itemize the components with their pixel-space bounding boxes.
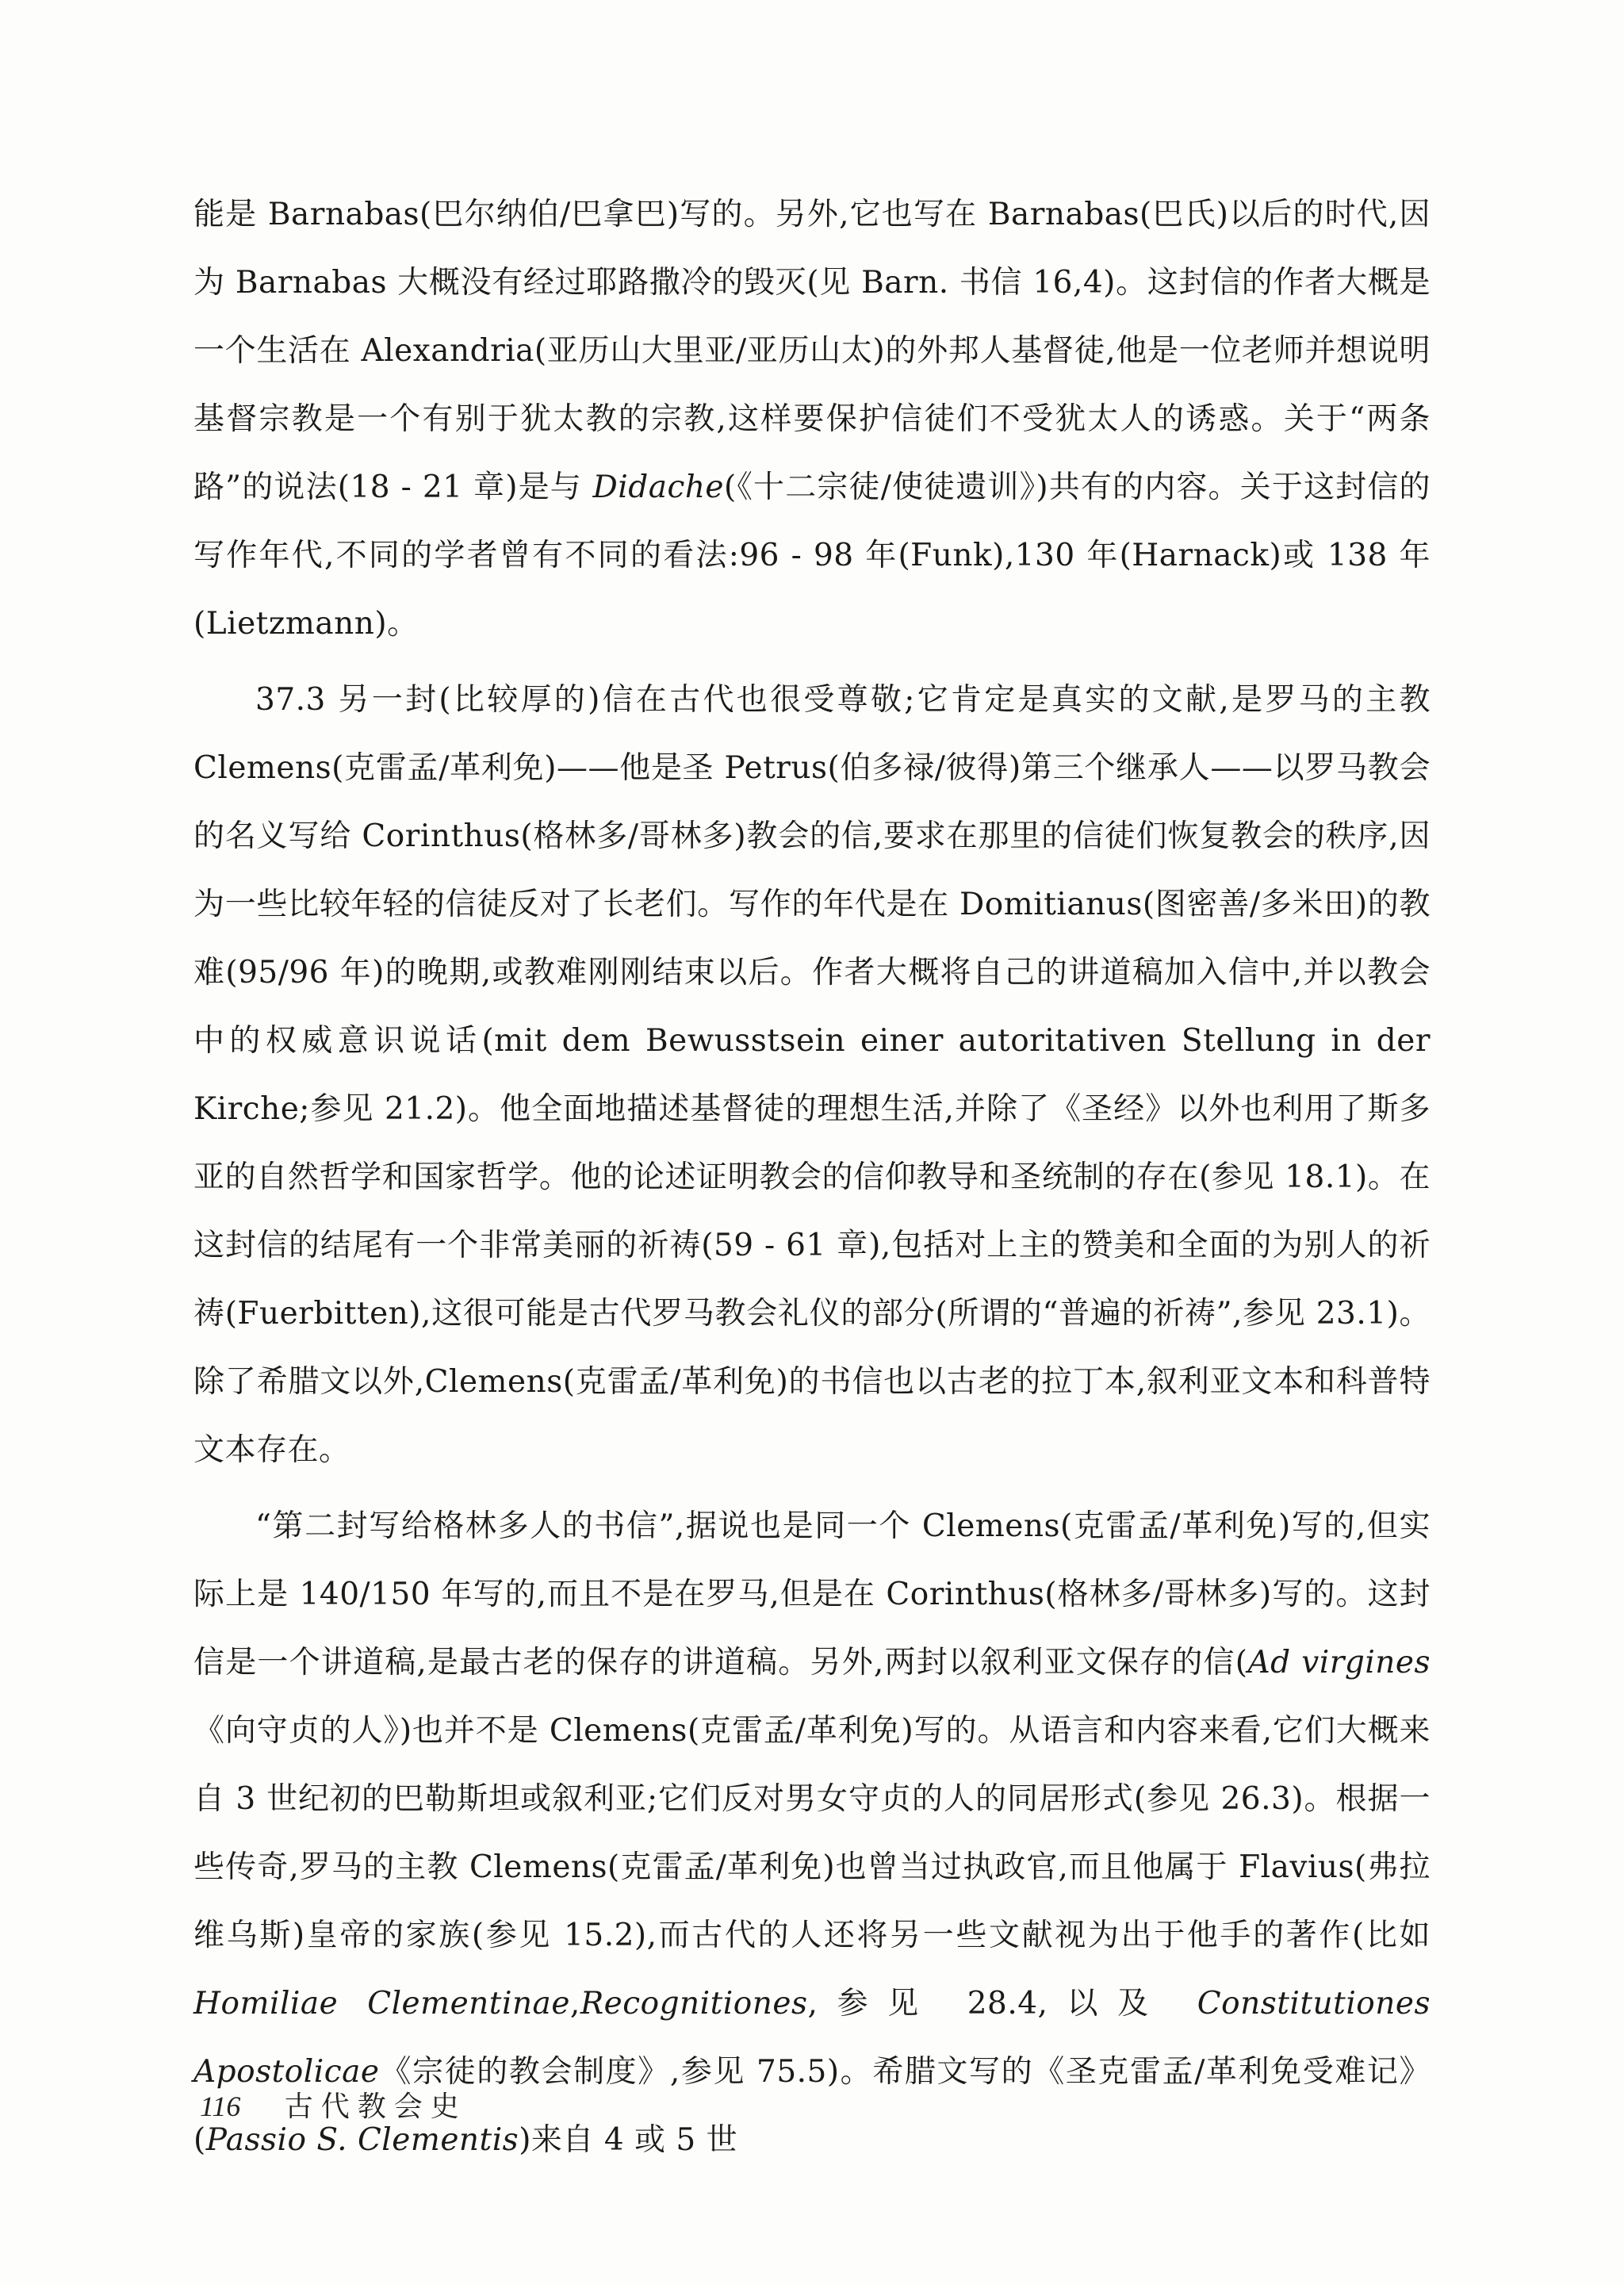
italic-text-segment: Passio S. Clementis: [205, 2122, 519, 2158]
text-segment: 《宗徒的教会制度》,参见 75.5)。希腊文写的《圣克雷孟/革利免受难记》(: [193, 2054, 1431, 2158]
text-segment: ,参见 28.4,以及: [807, 1986, 1197, 2021]
text-segment: ,: [569, 1986, 580, 2021]
italic-text-segment: Recognitiones: [580, 1986, 808, 2021]
text-segment: )来自 4 或 5 世: [519, 2122, 738, 2158]
page-number: 116: [200, 2090, 241, 2122]
page-footer: [200, 2084, 467, 2125]
body-text: [193, 181, 1431, 2175]
running-title: 古代教会史: [284, 2090, 467, 2123]
italic-text-segment: Constitutiones Apostolicae: [193, 1986, 1431, 2090]
paragraph: [193, 1493, 1431, 2175]
paragraph: [193, 666, 1431, 1485]
italic-text-segment: Ad virgines: [1247, 1645, 1431, 1680]
text-segment: (《十二宗徒/使徒遗训》)共有的内容。关于这封信的写作年代,不同的学者曾有不同的看法:96 - 98 年(Funk),130 年(Harnack)或 138 年(Lietzmann)。: [193, 469, 1431, 642]
text-segment: 能是 Barnabas(巴尔纳伯/巴拿巴)写的。另外,它也写在 Barnabas(巴氏)以后的时代,因为 Barnabas 大概没有经过耶路撒冷的毁灭(见 Barn. 书信 16,4)。这封信的作者大概是一个生活在 Alexandria(亚历山大里亚/亚历山太)的外邦人基督徒,他是一位老师并想说明基督宗教是一个有别于犹太教的宗教,这样要保护信徒们不受犹太人的诱惑。关于“两条路”的说法(18 - 21 章)是与: [193, 197, 1431, 505]
text-segment: 37.3 另一封(比较厚的)信在古代也很受尊敬;它肯定是真实的文献,是罗马的主教 Clemens(克雷孟/革利免)——他是圣 Petrus(伯多禄/彼得)第三个继承人——以罗马教会的名义写给 Corinthus(格林多/哥林多)教会的信,要求在那里的信徒们恢复教会的秩序,因为一些比较年轻的信徒反对了长老们。写作的年代是在 Domitianus(图密善/多米田)的教难(95/96 年)的晚期,或教难刚刚结束以后。作者大概将自己的讲道稿加入信中,并以教会中的权威意识说话(mit dem Bewusstsein einer autoritativen Stellung in der Kirche;参见 21.2)。他全面地描述基督徒的理想生活,并除了《圣经》以外也利用了斯多亚的自然哲学和国家哲学。他的论述证明教会的信仰教导和圣统制的存在(参见 18.1)。在这封信的结尾有一个非常美丽的祈祷(59 - 61 章),包括对上主的赞美和全面的为别人的祈祷(Fuerbitten),这很可能是古代罗马教会礼仪的部分(所谓的“普遍的祈祷”,参见 23.1)。除了希腊文以外,Clemens(克雷孟/革利免)的书信也以古老的拉丁本,叙利亚文本和科普特文本存在。: [193, 682, 1431, 1468]
italic-text-segment: Homiliae Clementinae: [193, 1986, 570, 2021]
text-segment: “第二封写给格林多人的书信”,据说也是同一个 Clemens(克雷孟/革利免)写的,但实际上是 140/150 年写的,而且不是在罗马,但是在 Corinthus(格林多/哥林多)写的。这封信是一个讲道稿,是最古老的保存的讲道稿。另外,两封以叙利亚文保存的信(: [193, 1508, 1431, 1680]
paragraph: [193, 181, 1431, 658]
text-segment: 《向守贞的人》)也并不是 Clemens(克雷孟/革利免)写的。从语言和内容来看,它们大概来自 3 世纪初的巴勒斯坦或叙利亚;它们反对男女守贞的人的同居形式(参见 26.3)。根据一些传奇,罗马的主教 Clemens(克雷孟/革利免)也曾当过执政官,而且他属于 Flavius(弗拉维乌斯)皇帝的家族(参见 15.2),而古代的人还将另一些文献视为出于他手的著作(比如: [193, 1713, 1431, 1953]
italic-text-segment: Didache: [592, 469, 725, 505]
